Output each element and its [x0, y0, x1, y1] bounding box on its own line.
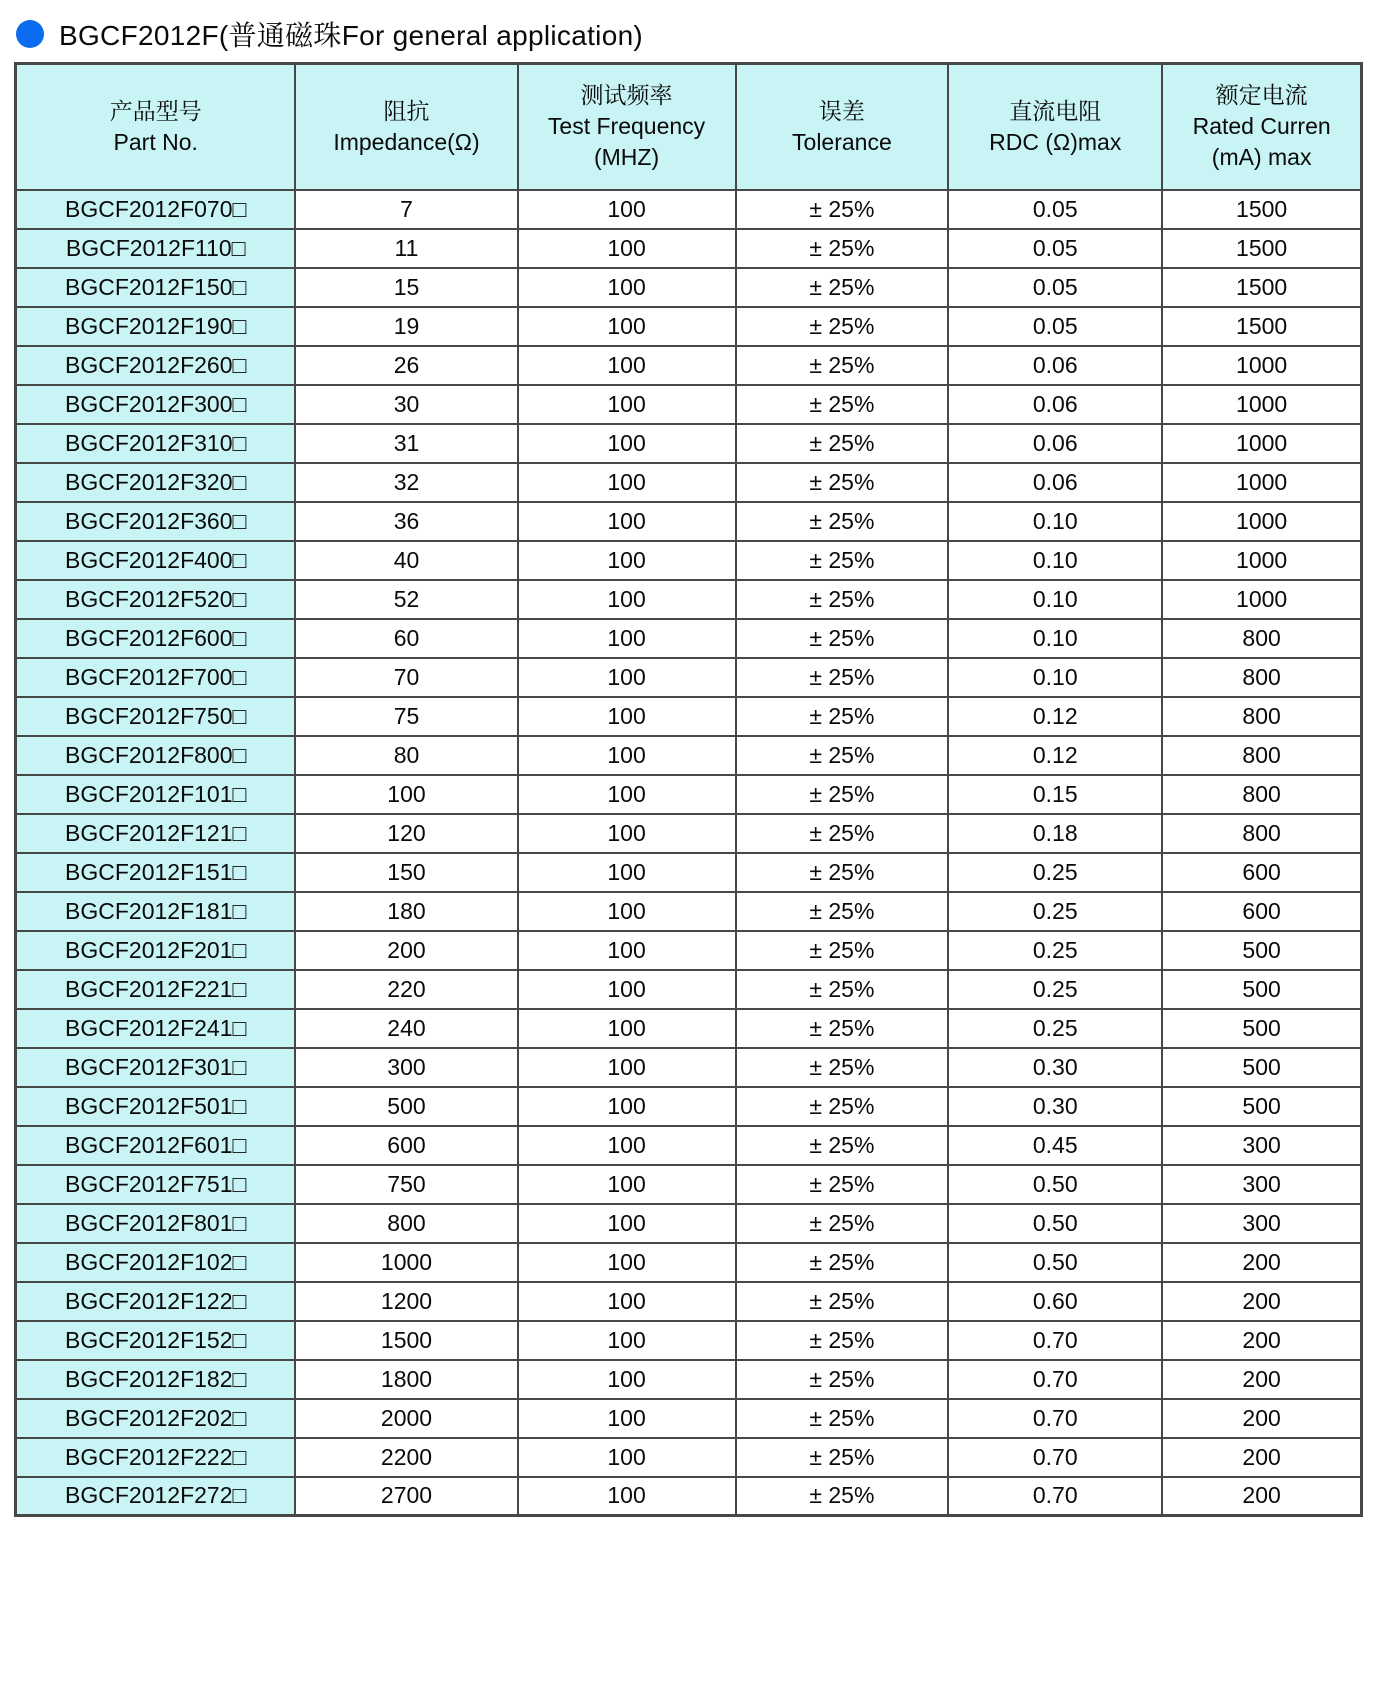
cell-rated_current: 1000: [1162, 541, 1361, 580]
cell-part_no: BGCF2012F520□: [16, 580, 296, 619]
cell-test_frequency: 100: [518, 1399, 736, 1438]
cell-rdc: 0.25: [948, 892, 1162, 931]
cell-impedance: 36: [295, 502, 517, 541]
cell-test_frequency: 100: [518, 736, 736, 775]
cell-test_frequency: 100: [518, 814, 736, 853]
table-row: [16, 931, 1362, 970]
cell-test_frequency: 100: [518, 1126, 736, 1165]
cell-part_no: BGCF2012F260□: [16, 346, 296, 385]
cell-rdc: 0.60: [948, 1282, 1162, 1321]
cell-rdc: 0.70: [948, 1321, 1162, 1360]
table-row: [16, 268, 1362, 307]
cell-impedance: 2200: [295, 1438, 517, 1477]
cell-impedance: 15: [295, 268, 517, 307]
cell-tolerance: ± 25%: [736, 1399, 949, 1438]
cell-rated_current: 1500: [1162, 307, 1361, 346]
table-row: [16, 658, 1362, 697]
table-row: [16, 1360, 1362, 1399]
cell-part_no: BGCF2012F152□: [16, 1321, 296, 1360]
cell-part_no: BGCF2012F121□: [16, 814, 296, 853]
cell-rdc: 0.25: [948, 970, 1162, 1009]
cell-test_frequency: 100: [518, 1009, 736, 1048]
cell-test_frequency: 100: [518, 541, 736, 580]
cell-part_no: BGCF2012F800□: [16, 736, 296, 775]
section-title-row: [0, 0, 1377, 51]
cell-tolerance: ± 25%: [736, 1048, 949, 1087]
cell-test_frequency: 100: [518, 931, 736, 970]
cell-impedance: 240: [295, 1009, 517, 1048]
cell-rated_current: 800: [1162, 736, 1361, 775]
table-row: [16, 619, 1362, 658]
cell-rdc: 0.06: [948, 346, 1162, 385]
cell-impedance: 180: [295, 892, 517, 931]
cell-tolerance: ± 25%: [736, 1087, 949, 1126]
cell-test_frequency: 100: [518, 1204, 736, 1243]
cell-impedance: 150: [295, 853, 517, 892]
cell-impedance: 300: [295, 1048, 517, 1087]
cell-test_frequency: 100: [518, 190, 736, 229]
header-rdc: [948, 64, 1162, 190]
cell-part_no: BGCF2012F202□: [16, 1399, 296, 1438]
cell-rated_current: 300: [1162, 1204, 1361, 1243]
cell-tolerance: ± 25%: [736, 307, 949, 346]
table-row: [16, 970, 1362, 1009]
cell-impedance: 1500: [295, 1321, 517, 1360]
cell-rated_current: 800: [1162, 658, 1361, 697]
cell-rated_current: 1500: [1162, 229, 1361, 268]
cell-impedance: 30: [295, 385, 517, 424]
cell-rdc: 0.06: [948, 463, 1162, 502]
header-rated_current: [1162, 64, 1361, 190]
spec-table: [14, 62, 1363, 1517]
cell-test_frequency: 100: [518, 1321, 736, 1360]
cell-rated_current: 600: [1162, 853, 1361, 892]
table-row: [16, 1477, 1362, 1516]
table-row: [16, 814, 1362, 853]
cell-impedance: 220: [295, 970, 517, 1009]
table-row: [16, 1204, 1362, 1243]
header-part_no-line: Part No.: [113, 128, 198, 155]
cell-rdc: 0.50: [948, 1243, 1162, 1282]
cell-impedance: 26: [295, 346, 517, 385]
cell-rdc: 0.18: [948, 814, 1162, 853]
cell-rdc: 0.10: [948, 502, 1162, 541]
cell-rdc: 0.15: [948, 775, 1162, 814]
cell-rdc: 0.70: [948, 1399, 1162, 1438]
cell-rdc: 0.10: [948, 619, 1162, 658]
cell-part_no: BGCF2012F241□: [16, 1009, 296, 1048]
cell-rdc: 0.06: [948, 424, 1162, 463]
cell-tolerance: ± 25%: [736, 268, 949, 307]
cell-tolerance: ± 25%: [736, 619, 949, 658]
cell-rated_current: 1000: [1162, 424, 1361, 463]
cell-rated_current: 200: [1162, 1360, 1361, 1399]
cell-rated_current: 200: [1162, 1477, 1361, 1516]
header-part_no-line: 产品型号: [109, 97, 202, 124]
cell-part_no: BGCF2012F182□: [16, 1360, 296, 1399]
table-row: [16, 697, 1362, 736]
cell-tolerance: ± 25%: [736, 1321, 949, 1360]
cell-test_frequency: 100: [518, 1360, 736, 1399]
cell-part_no: BGCF2012F501□: [16, 1087, 296, 1126]
cell-tolerance: ± 25%: [736, 1282, 949, 1321]
cell-rated_current: 300: [1162, 1165, 1361, 1204]
spec-table-body: [16, 190, 1362, 1516]
cell-part_no: BGCF2012F181□: [16, 892, 296, 931]
cell-rated_current: 500: [1162, 1087, 1361, 1126]
cell-tolerance: ± 25%: [736, 853, 949, 892]
cell-part_no: BGCF2012F310□: [16, 424, 296, 463]
cell-tolerance: ± 25%: [736, 502, 949, 541]
cell-rdc: 0.25: [948, 1009, 1162, 1048]
cell-rated_current: 1000: [1162, 580, 1361, 619]
cell-tolerance: ± 25%: [736, 1243, 949, 1282]
cell-rated_current: 200: [1162, 1321, 1361, 1360]
cell-test_frequency: 100: [518, 1087, 736, 1126]
cell-rated_current: 300: [1162, 1126, 1361, 1165]
header-test_frequency: [518, 64, 736, 190]
table-row: [16, 1048, 1362, 1087]
cell-impedance: 120: [295, 814, 517, 853]
cell-part_no: BGCF2012F110□: [16, 229, 296, 268]
table-row: [16, 1399, 1362, 1438]
cell-tolerance: ± 25%: [736, 1438, 949, 1477]
cell-rdc: 0.50: [948, 1165, 1162, 1204]
header-impedance: [295, 64, 517, 190]
cell-tolerance: ± 25%: [736, 1126, 949, 1165]
cell-impedance: 2700: [295, 1477, 517, 1516]
cell-rated_current: 800: [1162, 814, 1361, 853]
cell-test_frequency: 100: [518, 1243, 736, 1282]
table-row: [16, 1243, 1362, 1282]
table-row: [16, 1165, 1362, 1204]
cell-rdc: 0.70: [948, 1360, 1162, 1399]
cell-impedance: 600: [295, 1126, 517, 1165]
header-tolerance-line: 误差: [818, 97, 865, 124]
table-row: [16, 736, 1362, 775]
cell-impedance: 19: [295, 307, 517, 346]
cell-test_frequency: 100: [518, 775, 736, 814]
header-impedance-line: 阻抗: [383, 97, 430, 124]
table-row: [16, 229, 1362, 268]
cell-test_frequency: 100: [518, 502, 736, 541]
cell-part_no: BGCF2012F301□: [16, 1048, 296, 1087]
cell-rated_current: 1000: [1162, 463, 1361, 502]
cell-tolerance: ± 25%: [736, 346, 949, 385]
header-row: [16, 64, 1362, 190]
cell-test_frequency: 100: [518, 346, 736, 385]
cell-tolerance: ± 25%: [736, 1204, 949, 1243]
cell-part_no: BGCF2012F400□: [16, 541, 296, 580]
cell-part_no: BGCF2012F360□: [16, 502, 296, 541]
cell-test_frequency: 100: [518, 697, 736, 736]
cell-part_no: BGCF2012F272□: [16, 1477, 296, 1516]
table-row: [16, 1087, 1362, 1126]
cell-part_no: BGCF2012F801□: [16, 1204, 296, 1243]
cell-impedance: 200: [295, 931, 517, 970]
cell-impedance: 11: [295, 229, 517, 268]
cell-test_frequency: 100: [518, 424, 736, 463]
cell-rated_current: 800: [1162, 697, 1361, 736]
cell-part_no: BGCF2012F102□: [16, 1243, 296, 1282]
cell-rdc: 0.10: [948, 658, 1162, 697]
cell-part_no: BGCF2012F070□: [16, 190, 296, 229]
header-test_frequency-line: Test Frequency: [547, 113, 706, 140]
cell-rdc: 0.25: [948, 853, 1162, 892]
cell-rated_current: 800: [1162, 775, 1361, 814]
cell-part_no: BGCF2012F751□: [16, 1165, 296, 1204]
table-row: [16, 424, 1362, 463]
header-impedance-line: Impedance(Ω): [333, 128, 480, 155]
table-row: [16, 1321, 1362, 1360]
cell-tolerance: ± 25%: [736, 541, 949, 580]
table-row: [16, 502, 1362, 541]
cell-rated_current: 800: [1162, 619, 1361, 658]
cell-rdc: 0.25: [948, 931, 1162, 970]
cell-tolerance: ± 25%: [736, 1360, 949, 1399]
cell-impedance: 80: [295, 736, 517, 775]
table-row: [16, 1282, 1362, 1321]
header-rdc-line: RDC (Ω)max: [989, 128, 1122, 155]
cell-impedance: 1200: [295, 1282, 517, 1321]
cell-rdc: 0.45: [948, 1126, 1162, 1165]
cell-impedance: 1800: [295, 1360, 517, 1399]
table-row: [16, 463, 1362, 502]
table-row: [16, 775, 1362, 814]
cell-rdc: 0.05: [948, 190, 1162, 229]
cell-test_frequency: 100: [518, 1477, 736, 1516]
cell-test_frequency: 100: [518, 1438, 736, 1477]
cell-impedance: 1000: [295, 1243, 517, 1282]
cell-test_frequency: 100: [518, 1282, 736, 1321]
table-row: [16, 190, 1362, 229]
cell-rated_current: 200: [1162, 1438, 1361, 1477]
cell-test_frequency: 100: [518, 853, 736, 892]
cell-part_no: BGCF2012F122□: [16, 1282, 296, 1321]
cell-rdc: 0.12: [948, 736, 1162, 775]
table-row: [16, 853, 1362, 892]
cell-part_no: BGCF2012F300□: [16, 385, 296, 424]
cell-part_no: BGCF2012F201□: [16, 931, 296, 970]
cell-rated_current: 200: [1162, 1243, 1361, 1282]
table-row: [16, 892, 1362, 931]
header-test_frequency-line: (MHZ): [593, 144, 660, 171]
cell-tolerance: ± 25%: [736, 385, 949, 424]
cell-part_no: BGCF2012F221□: [16, 970, 296, 1009]
header-tolerance: [736, 64, 949, 190]
cell-test_frequency: 100: [518, 307, 736, 346]
cell-test_frequency: 100: [518, 892, 736, 931]
cell-rdc: 0.12: [948, 697, 1162, 736]
cell-tolerance: ± 25%: [736, 1165, 949, 1204]
cell-impedance: 500: [295, 1087, 517, 1126]
cell-tolerance: ± 25%: [736, 190, 949, 229]
cell-part_no: BGCF2012F101□: [16, 775, 296, 814]
cell-impedance: 52: [295, 580, 517, 619]
cell-rdc: 0.70: [948, 1438, 1162, 1477]
cell-tolerance: ± 25%: [736, 970, 949, 1009]
cell-part_no: BGCF2012F151□: [16, 853, 296, 892]
cell-test_frequency: 100: [518, 463, 736, 502]
cell-rdc: 0.30: [948, 1087, 1162, 1126]
header-rated_current-line: (mA) max: [1211, 144, 1312, 171]
cell-tolerance: ± 25%: [736, 1477, 949, 1516]
cell-rated_current: 200: [1162, 1399, 1361, 1438]
cell-part_no: BGCF2012F750□: [16, 697, 296, 736]
cell-rated_current: 1500: [1162, 268, 1361, 307]
table-row: [16, 541, 1362, 580]
header-rdc-line: 直流电阻: [1009, 97, 1102, 124]
cell-rated_current: 500: [1162, 970, 1361, 1009]
cell-tolerance: ± 25%: [736, 1009, 949, 1048]
cell-rated_current: 1000: [1162, 385, 1361, 424]
cell-impedance: 31: [295, 424, 517, 463]
cell-rated_current: 1500: [1162, 190, 1361, 229]
header-part_no: [16, 64, 296, 190]
cell-impedance: 70: [295, 658, 517, 697]
table-row: [16, 307, 1362, 346]
cell-test_frequency: 100: [518, 658, 736, 697]
page-title: BGCF2012F(普通磁珠For general application): [59, 19, 644, 51]
cell-impedance: 2000: [295, 1399, 517, 1438]
cell-rdc: 0.05: [948, 307, 1162, 346]
cell-test_frequency: 100: [518, 385, 736, 424]
table-row: [16, 1009, 1362, 1048]
cell-impedance: 32: [295, 463, 517, 502]
header-rated_current-line: Rated Curren: [1192, 113, 1331, 140]
header-test_frequency-line: 测试频率: [580, 82, 673, 109]
cell-tolerance: ± 25%: [736, 229, 949, 268]
cell-tolerance: ± 25%: [736, 892, 949, 931]
cell-test_frequency: 100: [518, 268, 736, 307]
cell-impedance: 75: [295, 697, 517, 736]
cell-part_no: BGCF2012F320□: [16, 463, 296, 502]
cell-tolerance: ± 25%: [736, 931, 949, 970]
bullet-icon: [16, 20, 44, 48]
cell-tolerance: ± 25%: [736, 658, 949, 697]
cell-test_frequency: 100: [518, 1048, 736, 1087]
table-row: [16, 580, 1362, 619]
cell-tolerance: ± 25%: [736, 580, 949, 619]
table-row: [16, 346, 1362, 385]
cell-rated_current: 600: [1162, 892, 1361, 931]
cell-rdc: 0.50: [948, 1204, 1162, 1243]
header-tolerance-line: Tolerance: [792, 128, 892, 155]
cell-tolerance: ± 25%: [736, 775, 949, 814]
cell-test_frequency: 100: [518, 1165, 736, 1204]
cell-rated_current: 1000: [1162, 346, 1361, 385]
table-row: [16, 1438, 1362, 1477]
cell-impedance: 7: [295, 190, 517, 229]
cell-test_frequency: 100: [518, 580, 736, 619]
cell-rated_current: 200: [1162, 1282, 1361, 1321]
cell-rdc: 0.10: [948, 580, 1162, 619]
cell-impedance: 60: [295, 619, 517, 658]
cell-part_no: BGCF2012F600□: [16, 619, 296, 658]
cell-tolerance: ± 25%: [736, 736, 949, 775]
cell-rdc: 0.10: [948, 541, 1162, 580]
cell-tolerance: ± 25%: [736, 697, 949, 736]
cell-tolerance: ± 25%: [736, 463, 949, 502]
cell-test_frequency: 100: [518, 229, 736, 268]
table-row: [16, 385, 1362, 424]
cell-tolerance: ± 25%: [736, 424, 949, 463]
header-rated_current-line: 额定电流: [1215, 82, 1308, 109]
cell-tolerance: ± 25%: [736, 814, 949, 853]
table-row: [16, 1126, 1362, 1165]
cell-part_no: BGCF2012F150□: [16, 268, 296, 307]
cell-rdc: 0.70: [948, 1477, 1162, 1516]
cell-impedance: 100: [295, 775, 517, 814]
cell-rdc: 0.30: [948, 1048, 1162, 1087]
cell-impedance: 750: [295, 1165, 517, 1204]
cell-rated_current: 500: [1162, 1048, 1361, 1087]
cell-rated_current: 1000: [1162, 502, 1361, 541]
cell-impedance: 800: [295, 1204, 517, 1243]
cell-part_no: BGCF2012F601□: [16, 1126, 296, 1165]
spec-table-header: [16, 64, 1362, 190]
cell-rdc: 0.05: [948, 229, 1162, 268]
cell-rdc: 0.06: [948, 385, 1162, 424]
cell-part_no: BGCF2012F190□: [16, 307, 296, 346]
cell-rdc: 0.05: [948, 268, 1162, 307]
cell-impedance: 40: [295, 541, 517, 580]
cell-test_frequency: 100: [518, 619, 736, 658]
cell-rated_current: 500: [1162, 1009, 1361, 1048]
cell-test_frequency: 100: [518, 970, 736, 1009]
cell-rated_current: 500: [1162, 931, 1361, 970]
cell-part_no: BGCF2012F222□: [16, 1438, 296, 1477]
cell-part_no: BGCF2012F700□: [16, 658, 296, 697]
